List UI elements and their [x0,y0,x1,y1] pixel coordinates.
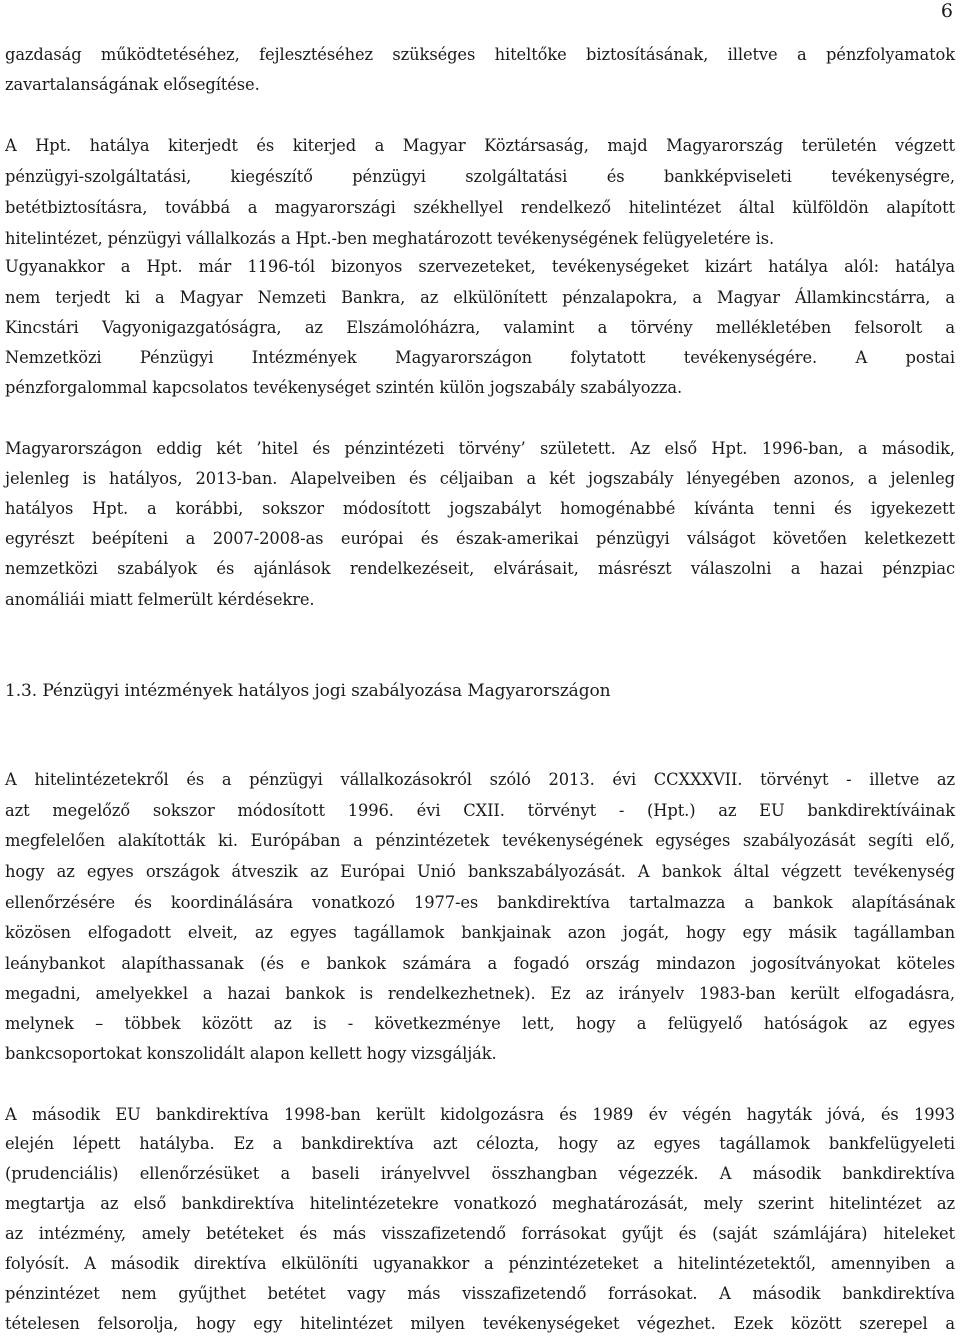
paragraph-2-line-5: Ugyanakkor a Hpt. már 1196-tól bizonyos szervezeteket, tevékenységeket kizárt hatálya alól: hatálya [5,257,955,276]
paragraph-2-line-7: Kincstári Vagyonigazgatóságra, az Elszámolóházra, valamint a törvény mellékletében felsorolt a [5,318,955,337]
paragraph-4-line-1: A hitelintézetekről és a pénzügyi vállalkozásokról szóló 2013. évi CCXXXVII. törvényt - illetve az [5,770,955,789]
paragraph-5-line-2: elején lépett hatályba. Ez a bankdirektíva azt célozta, hogy az egyes tagállamok bankfelügyeleti [5,1134,955,1153]
paragraph-3-line-6: anomáliái miatt felmerült kérdésekre. [5,590,315,609]
paragraph-3-line-1: Magyarországon eddig két ’hitel és pénzintézeti törvény’ született. Az első Hpt. 1996-ban, a második, [5,439,955,458]
paragraph-2-line-8: Nemzetközi Pénzügyi Intézmények Magyarországon folytatott tevékenységére. A postai [5,348,955,367]
paragraph-1-line-2: zavartalanságának elősegítése. [5,75,260,94]
paragraph-3-line-2: jelenleg is hatályos, 2013-ban. Alapelveiben és céljaiban a két jogszabály lényegében azonos, a jelenleg [5,469,955,488]
paragraph-5-line-3: (prudenciális) ellenőrzésüket a baseli irányelvvel összhangban végezzék. A második bankdirektíva [5,1164,955,1183]
paragraph-5-line-4: megtartja az első bankdirektíva hitelintézetekre vonatkozó meghatározását, mely szerint hitelintézet az [5,1194,955,1213]
paragraph-4-line-4: hogy az egyes országok átveszik az Európai Unió bankszabályozását. A bankok által végzett tevékenység [5,862,955,881]
paragraph-4-line-5: ellenőrzésére és koordinálására vonatkozó 1977-es bankdirektíva tartalmazza a bankok alapításának [5,893,955,912]
paragraph-4-line-2: azt megelőző sokszor módosított 1996. évi CXII. törvényt - (Hpt.) az EU bankdirektíváinak [5,801,955,820]
paragraph-4-line-3: megfelelően alakították ki. Európában a pénzintézetek tevékenységének egységes szabályozását segíti elő, [5,831,955,850]
paragraph-2-line-4: hitelintézet, pénzügyi vállalkozás a Hpt.-ben meghatározott tevékenységének felügyeletére is. [5,229,775,248]
paragraph-3-line-3: hatályos Hpt. a korábbi, sokszor módosított jogszabályt homogénabbé kívánta tenni és igyekezett [5,499,955,518]
paragraph-2-line-3: betétbiztosításra, továbbá a magyarországi székhellyel rendelkező hitelintézet által külföldön alapított [5,198,955,217]
paragraph-5-line-5: az intézmény, amely betéteket és más visszafizetendő forrásokat gyűjt és (saját számlájára) hiteleket [5,1224,955,1243]
paragraph-5-line-1: A második EU bankdirektíva 1998-ban került kidolgozásra és 1989 év végén hagyták jóvá, és 1993 [5,1105,955,1124]
section-heading: 1.3. Pénzügyi intézmények hatályos jogi szabályozása Magyarországon [5,681,611,701]
paragraph-4-line-9: melynek – többek között az is - következménye lett, hogy a felügyelő hatóságok az egyes [5,1014,955,1033]
paragraph-2-line-1: A Hpt. hatálya kiterjedt és kiterjed a Magyar Köztársaság, majd Magyarország területén végzett [5,136,955,155]
document-page [5,0,955,1339]
paragraph-3-line-5: nemzetközi szabályok és ajánlások rendelkezéseit, elvárásait, másrészt válaszolni a hazai pénzpiac [5,559,955,578]
paragraph-5-line-6: folyósít. A második direktíva elkülöníti ugyanakkor a pénzintézeteket a hitelintézetektől, amennyiben a [5,1254,955,1273]
paragraph-4-line-6: közösen elfogadott elveit, az egyes tagállamok bankjainak azon jogát, hogy egy másik tagállamban [5,923,955,942]
paragraph-4-line-8: megadni, amelyekkel a hazai bankok is rendelkezhetnek). Ez az irányelv 1983-ban került elfogadásra, [5,984,955,1003]
paragraph-2-line-9: pénzforgalommal kapcsolatos tevékenységet szintén külön jogszabály szabályozza. [5,378,683,397]
paragraph-3-line-4: egyrészt beépíteni a 2007-2008-as európai és észak-amerikai pénzügyi válságot követően keletkezett [5,529,955,548]
paragraph-4-line-7: leánybankot alapíthassanak (és e bankok számára a fogadó ország mindazon jogosítványokat köteles [5,954,955,973]
paragraph-4-line-10: bankcsoportokat konszolidált alapon kellett hogy vizsgálják. [5,1044,497,1063]
paragraph-5-line-7: pénzintézet nem gyűjthet betétet vagy más visszafizetendő forrásokat. A második bankdirektíva [5,1284,955,1303]
page-number: 6 [940,0,953,22]
paragraph-1-line-1: gazdaság működtetéséhez, fejlesztéséhez szükséges hiteltőke biztosításának, illetve a pénzfolyamatok [5,45,955,64]
paragraph-5-line-8: tételesen felsorolja, hogy egy hitelintézet milyen tevékenységeket végezhet. Ezek között szerepel a [5,1314,955,1333]
paragraph-2-line-2: pénzügyi-szolgáltatási, kiegészítő pénzügyi szolgáltatási és bankképviseleti tevékenységre, [5,167,955,186]
paragraph-2-line-6: nem terjedt ki a Magyar Nemzeti Bankra, az elkülönített pénzalapokra, a Magyar Államkincstárra, a [5,288,955,307]
